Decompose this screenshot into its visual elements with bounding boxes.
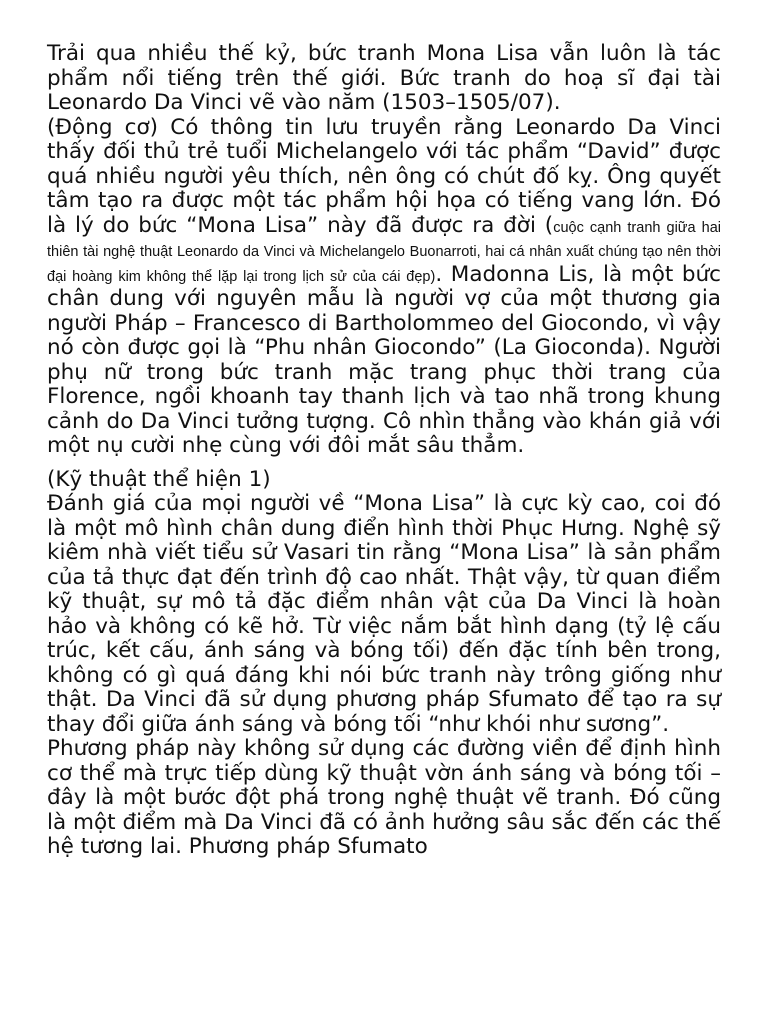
intro-paragraph: Trải qua nhiều thế kỷ, bức tranh Mona Lisa vẫn luôn là tác phẩm nổi tiếng trên thế giới. Bức tranh do hoạ sĩ đại tài Leonardo Da Vinci vẽ vào năm (1503–1505/07). xyxy=(47,41,721,115)
technique-paragraph: Đánh giá của mọi người về “Mona Lisa” là cực kỳ cao, coi đó là một mô hình chân dung điển hình thời Phục Hưng. Nghệ sỹ kiêm nhà viết tiểu sử Vasari tin rằng “Mona Lisa” là sản phẩm của tả thực đạt đến trình độ cao nhất. Thật vậy, từ quan điểm kỹ thuật, sự mô tả đặc điểm nhân vật của Da Vinci là hoàn hảo và không có kẽ hở. Từ việc nắm bắt hình dạng (tỷ lệ cấu trúc, kết cấu, ánh sáng và bóng tối) đến đặc tính bên trong, không có gì quá đáng khi nói bức tranh này trông giống như thật. Da Vinci đã sử dụng phương pháp Sfumato để tạo ra sự thay đổi giữa ánh sáng và bóng tối “như khói như sương”. xyxy=(47,491,721,737)
motive-note: cuộc cạnh tranh giữa hai thiên tài nghệ thuật Leonardo da Vinci và Michelangelo Buonarroti, hai cá nhân xuất chúng tạo nên thời đại hoàng kim không thể lặp lại trong lịch sử của cái đẹp) xyxy=(47,219,721,285)
motive-text-continued: . Madonna Lis, là một bức chân dung với nguyên mẫu là người vợ của một thương gia người Pháp – Francesco di Bartholommeo del Giocondo, vì vậy nó còn được gọi là “Phu nhân Giocondo” (La Gioconda). Người phụ nữ trong bức tranh mặc trang phục thời trang của Florence, ngồi khoanh tay thanh lịch và tao nhã trong khung cảnh do Da Vinci tưởng tượng. Cô nhìn thẳng vào khán giả với một nụ cười nhẹ cùng với đôi mắt sâu thẳm. xyxy=(47,261,721,458)
document-page xyxy=(47,42,721,860)
technique-heading: (Kỹ thuật thể hiện 1) xyxy=(47,466,271,492)
sfumato-paragraph: Phương pháp này không sử dụng các đường viền để định hình cơ thể mà trực tiếp dùng kỹ thuật vờn ánh sáng và bóng tối – đây là một bước đột phá trong nghệ thuật vẽ tranh. Đó cũng là một điểm mà Da Vinci đã có ảnh hưởng sâu sắc đến các thế hệ tương lai. Phương pháp Sfumato xyxy=(47,736,721,859)
motive-text: (Động cơ) Có thông tin lưu truyền rằng Leonardo Da Vinci thấy đối thủ trẻ tuổi Michelangelo với tác phẩm “David” được quá nhiều người yêu thích, nên ông có chút đố kỵ. Ông quyết tâm tạo ra được một tác phẩm hội họa có tiếng vang lớn. Đó là lý do bức “Mona Lisa” này đã được ra đời ( xyxy=(47,114,721,238)
motive-paragraph xyxy=(47,116,721,459)
